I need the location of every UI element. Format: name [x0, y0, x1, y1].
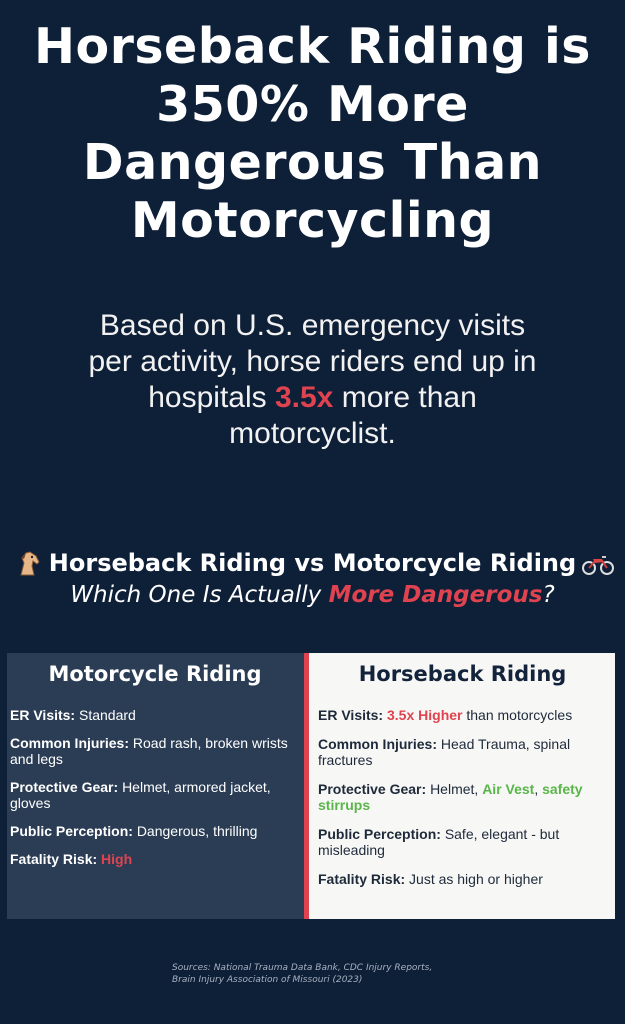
fatality-risk-label: Fatality Risk: — [10, 851, 98, 867]
comparison-cards — [7, 653, 615, 919]
protective-gear-separator: , — [534, 781, 539, 797]
common-injuries-label: Common Injuries: — [318, 736, 438, 752]
horseback-card — [309, 653, 615, 919]
motorcycle-fatality-risk — [10, 851, 300, 867]
motorcycle-protective-gear — [10, 779, 300, 811]
motorcycle-card — [7, 653, 309, 919]
er-visits-label: ER Visits: — [318, 707, 384, 723]
public-perception-label: Public Perception: — [10, 823, 133, 839]
sources-line-1: Sources: National Trauma Data Bank, CDC Injury Reports, — [172, 963, 433, 973]
horseback-common-injuries — [318, 736, 607, 768]
sources-line-2: Brain Injury Association of Missouri (2023) — [172, 975, 363, 985]
protective-gear-value: Helmet, — [430, 781, 479, 797]
horseback-card-title: Horseback Riding — [358, 662, 567, 686]
motorcycle-icon — [582, 549, 610, 577]
horseback-fatality-risk — [318, 871, 607, 887]
comparison-sub-after: ? — [542, 582, 555, 608]
comparison-sub-before: Which One Is Actually — [70, 582, 322, 608]
subtitle-highlight: 3.5x — [274, 381, 334, 414]
comparison-heading-main: Horseback Riding vs Motorcycle Riding — [48, 549, 577, 577]
page-subtitle — [80, 308, 545, 452]
er-visits-value: Standard — [79, 707, 136, 723]
horseback-er-visits — [318, 707, 607, 723]
protective-gear-label: Protective Gear: — [318, 781, 427, 797]
air-vest-highlight: Air Vest — [482, 781, 535, 797]
public-perception-value: Safe, elegant - but misleading — [318, 826, 560, 858]
er-visits-label: ER Visits: — [10, 707, 76, 723]
protective-gear-label: Protective Gear: — [10, 779, 119, 795]
page-title: Horseback Riding is 350% More Dangerous Than Motorcycling — [34, 18, 591, 249]
motorcycle-common-injuries — [10, 735, 300, 767]
er-visits-highlight: 3.5x Higher — [387, 707, 463, 723]
er-visits-rest: than motorcycles — [466, 707, 573, 723]
common-injuries-label: Common Injuries: — [10, 735, 130, 751]
motorcycle-card-title: Motorcycle Riding — [48, 662, 262, 686]
public-perception-value: Dangerous, thrilling — [136, 823, 258, 839]
subtitle-text-after: more than motorcyclist. — [229, 381, 477, 450]
fatality-risk-value: Just as high or higher — [409, 871, 543, 887]
comparison-heading-main-row — [0, 546, 625, 580]
safety-stirrups-highlight: safety stirrups — [318, 781, 583, 813]
fatality-risk-label: Fatality Risk: — [318, 871, 406, 887]
motorcycle-er-visits — [10, 707, 300, 723]
comparison-heading — [0, 546, 625, 610]
horse-icon — [15, 549, 43, 577]
comparison-heading-sub — [0, 580, 625, 610]
motorcycle-public-perception — [10, 823, 300, 839]
protective-gear-value: Helmet, armored jacket, gloves — [10, 779, 271, 811]
horseback-public-perception — [318, 826, 607, 858]
horseback-protective-gear — [318, 781, 607, 813]
comparison-sub-highlight: More Dangerous — [328, 582, 543, 608]
public-perception-label: Public Perception: — [318, 826, 441, 842]
common-injuries-value: Road rash, broken wrists and legs — [10, 735, 288, 767]
common-injuries-value: Head Trauma, spinal fractures — [318, 736, 571, 768]
fatality-risk-value: High — [101, 851, 133, 867]
sources-footnote — [172, 962, 512, 986]
subtitle-text-before: Based on U.S. emergency visits per activity, horse riders end up in hospitals — [88, 309, 537, 414]
